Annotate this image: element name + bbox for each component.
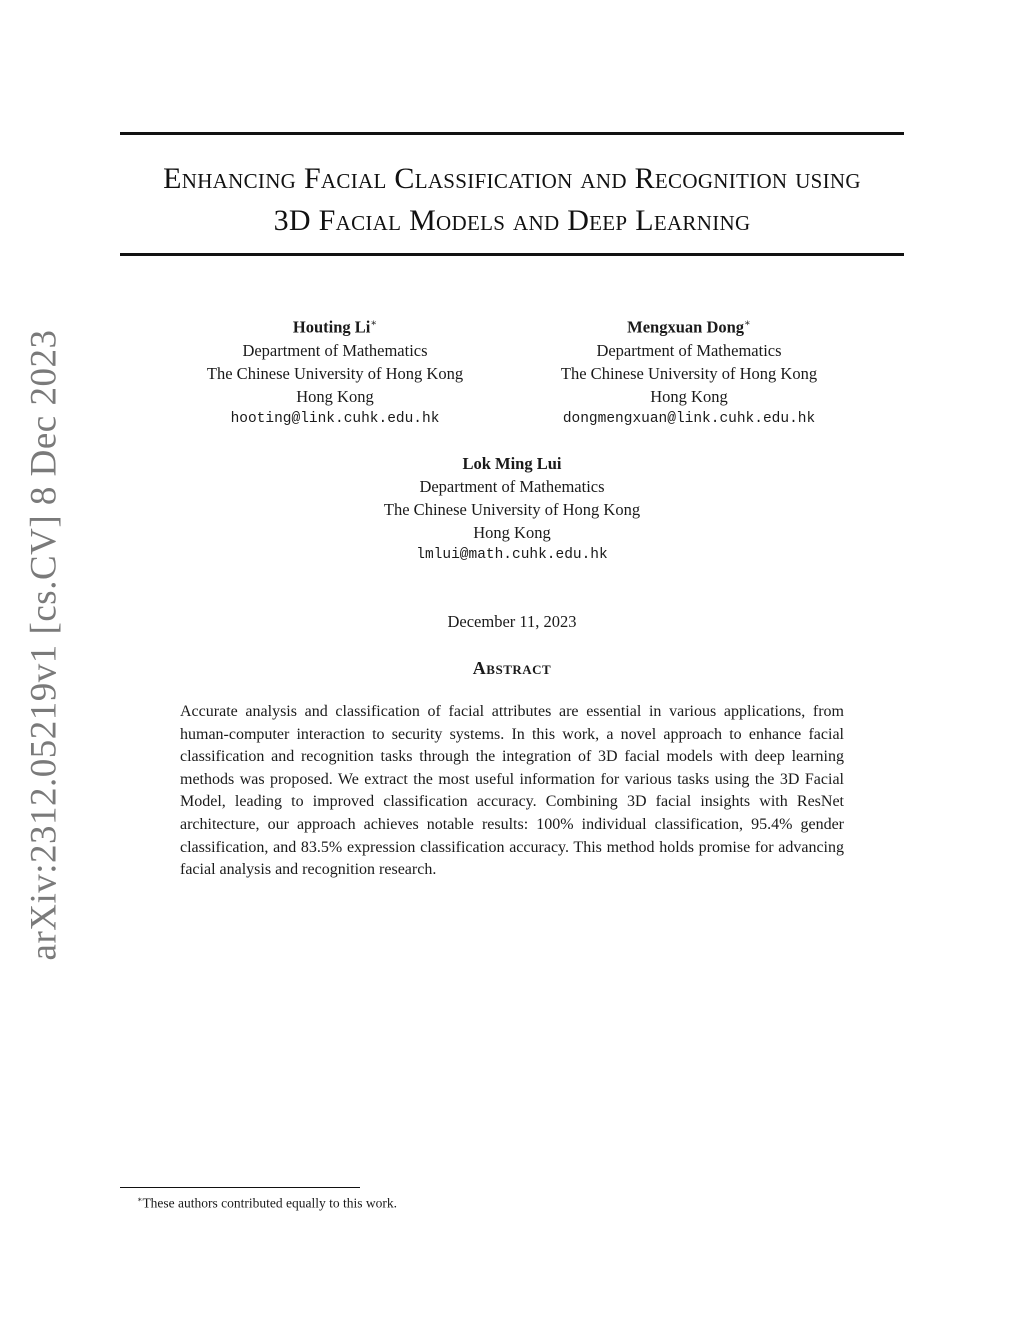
author-email[interactable]: lmlui@math.cuhk.edu.hk xyxy=(416,547,608,563)
author-department: Department of Mathematics xyxy=(596,340,782,360)
footnote-mark: ∗ xyxy=(137,1195,143,1204)
equal-contribution-mark[interactable]: ∗ xyxy=(370,318,378,329)
author-email[interactable]: hooting@link.cuhk.edu.hk xyxy=(230,410,440,427)
title-bottom-rule xyxy=(120,253,904,256)
author-location: Hong Kong xyxy=(473,523,551,542)
author-name: Houting Li∗ xyxy=(292,317,378,337)
footnote-rule xyxy=(120,1187,360,1188)
author-block-lok-ming-lui xyxy=(352,452,672,567)
author-location: Hong Kong xyxy=(296,386,374,406)
title-top-rule xyxy=(120,132,904,135)
author-block-mengxuan-dong xyxy=(529,312,849,431)
author-block-houting-li xyxy=(175,312,495,431)
author-name: Lok Ming Lui xyxy=(462,454,562,473)
author-university: The Chinese University of Hong Kong xyxy=(206,363,464,383)
author-name: Mengxuan Dong∗ xyxy=(627,317,751,337)
author-university: The Chinese University of Hong Kong xyxy=(560,363,818,383)
abstract-text: Accurate analysis and classification of facial attributes are essential in various applications, from human-computer interaction to security systems. In this work, a novel approach to enhance facial classification and recognition tasks through the integration of 3D facial models with deep learning methods was proposed. We extract the most useful information for various tasks using the 3D Facial Model, leading to improved classification accuracy. Combining 3D facial insights with ResNet architecture, our approach achieves notable results: 100% individual classification, 95.4% gender classification, and 83.5% expression classification accuracy. This method holds promise for advancing facial analysis and recognition research. xyxy=(180,703,844,879)
publication-date: December 11, 2023 xyxy=(447,612,577,631)
equal-contribution-mark[interactable]: ∗ xyxy=(744,318,751,329)
arxiv-identifier[interactable]: arXiv:2312.05219v1 [cs.CV] 8 Dec 2023 xyxy=(23,329,65,961)
title-line-1: Enhancing Facial Classification and Recognition using xyxy=(163,162,861,195)
abstract-heading: Abstract xyxy=(472,658,552,678)
paper-title xyxy=(120,158,904,242)
author-location: Hong Kong xyxy=(650,386,728,406)
footnote-text: These authors contributed equally to this work. xyxy=(142,1195,398,1211)
author-department: Department of Mathematics xyxy=(419,477,605,496)
author-department: Department of Mathematics xyxy=(242,340,428,360)
footnote xyxy=(137,1191,397,1213)
author-university: The Chinese University of Hong Kong xyxy=(383,500,641,519)
author-email[interactable]: dongmengxuan@link.cuhk.edu.hk xyxy=(562,410,816,427)
title-line-2: 3D Facial Models and Deep Learning xyxy=(273,204,751,237)
